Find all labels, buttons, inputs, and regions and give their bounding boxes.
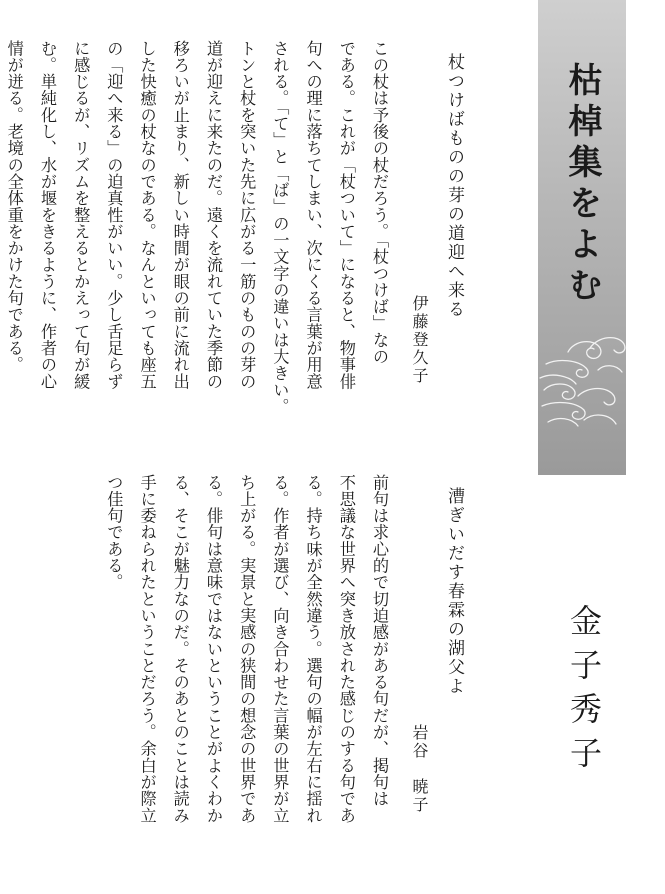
commentary-line: この杖は予後の杖だろう。「杖つけば」なの (370, 40, 389, 365)
wave-ornament (538, 330, 626, 440)
commentary-1 (0, 40, 396, 460)
commentary-line: トンと杖を突いた先に広がる一筋のものの芽の (237, 40, 257, 390)
commentary-line: に感じるが、リズムを整えるとかえって句が緩 (71, 40, 91, 390)
commentary-line: 道が迎えに来たのだ。遠くを流れていた季節の (203, 40, 223, 390)
haiku-2: 漕ぎいだす春霖の湖父よ (444, 487, 464, 696)
commentary-line: される。「て」と「ば」の一文字の違いは大きい。 (270, 40, 290, 415)
author-name: 金子秀子 (565, 604, 603, 780)
commentary-line: る。俳句は意味ではないということがよくわか (203, 474, 223, 824)
title-panel (538, 0, 626, 475)
commentary-line: む。単純化し、水が堰をきるように、作者の心 (37, 40, 57, 390)
commentary-line: る、そこが魅力なのだ。そのあとのことは読み (170, 474, 190, 824)
series-title: 枯棹集をよむ (562, 62, 602, 308)
commentary-line: る。持ち味が全然違う。選句の幅が左右に揺れ (303, 474, 323, 824)
commentary-line: である。これが「杖ついて」になると、物事俳 (336, 40, 356, 390)
commentary-line: 移ろいが止まり、新しい時間が眼の前に流れ出 (170, 40, 190, 390)
commentary-line: 手に委ねられたということだろう。余白が際立 (137, 474, 157, 824)
commentary-line: る。作者が選び、向き合わせた言葉の世界が立 (270, 474, 290, 824)
poet-name-1: 伊藤登久子 (410, 295, 429, 385)
commentary-line: 句への理に落ちてしまい、次にくる言葉が用意 (303, 40, 323, 390)
commentary-2 (99, 474, 396, 894)
haiku-1: 杖つけばものの芽の道迎へ来る (444, 53, 464, 319)
commentary-line: つ佳句である。 (104, 474, 124, 591)
commentary-line: した快癒の杖なのである。なんといっても座五 (137, 40, 157, 390)
commentary-line: 情が迸る。老境の全体重をかけた句である。 (4, 40, 24, 373)
poet-name-2: 岩谷 暁子 (410, 724, 429, 814)
commentary-line: 前句は求心的で切迫感がある句だが、掲句は (370, 474, 389, 807)
commentary-line: 不思議な世界へ突き放された感じのする句であ (336, 474, 356, 824)
commentary-line: ち上がる。実景と実感の狭間の想念の世界であ (237, 474, 257, 824)
commentary-line: の「迎へ来る」の迫真性がいい。少し舌足らず (104, 40, 124, 390)
